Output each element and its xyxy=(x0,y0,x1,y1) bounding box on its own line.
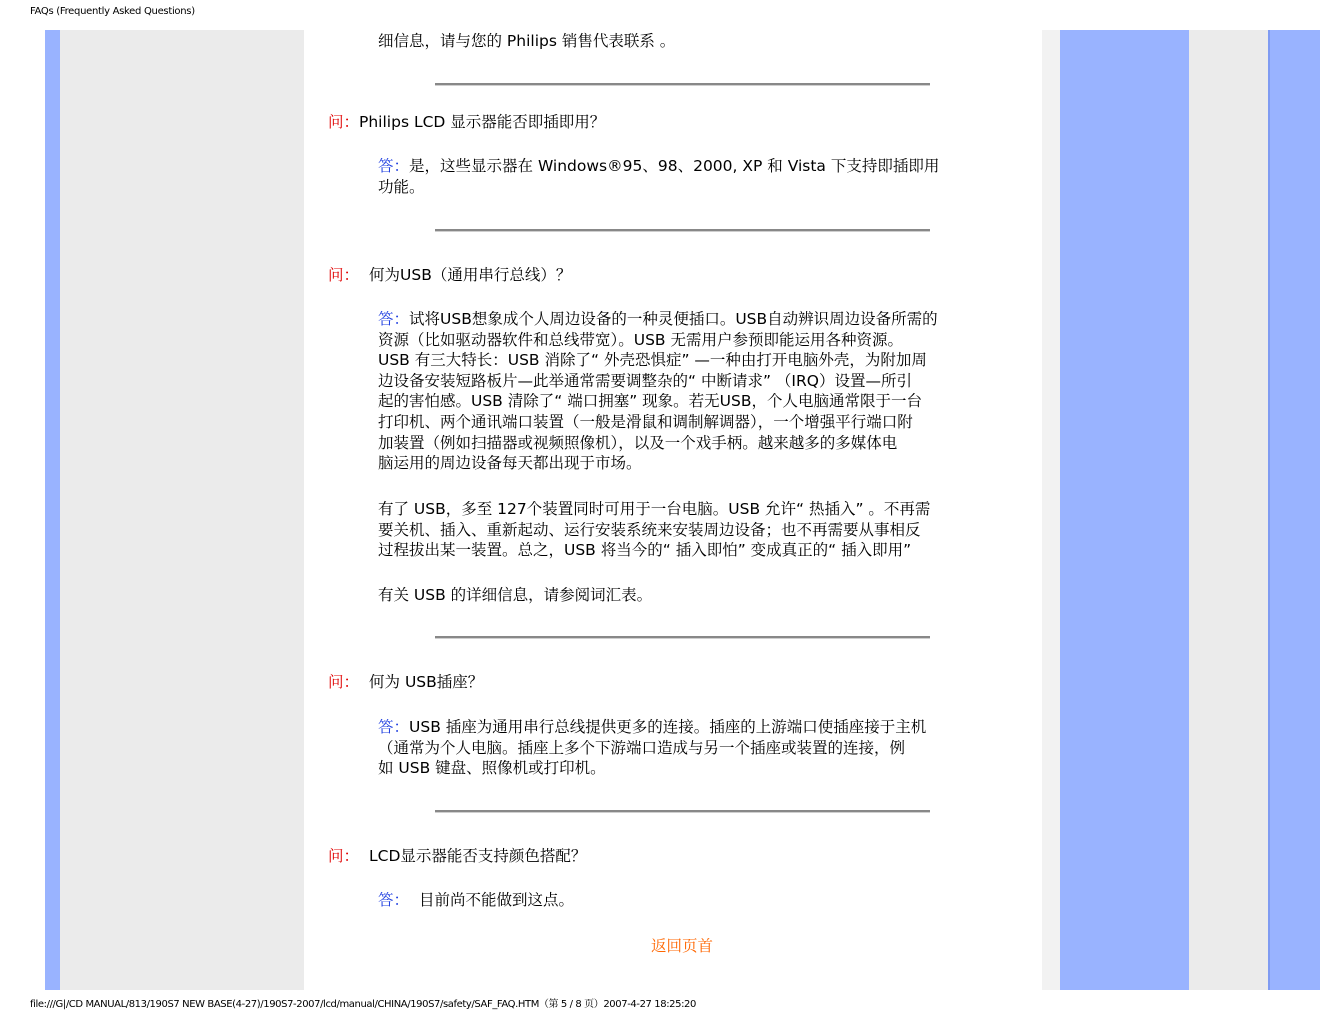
answer-line: 是，这些显示器在 Windows®95、98、2000, XP 和 Vista 下支持即插即用 xyxy=(409,157,940,175)
answer-label: 答： xyxy=(378,718,410,736)
question-text: Philips LCD 显示器能否即插即用？ xyxy=(359,113,606,131)
question-label: 问： xyxy=(328,673,360,691)
document-title: FAQs (Frequently Asked Questions) xyxy=(30,6,195,17)
question-text: 何为USB（通用串行总线）？ xyxy=(369,266,572,284)
divider xyxy=(435,810,930,813)
answer-line: 打印机、两个通讯端口装置（一般是滑鼠和调制解调器），一个增强平行端口附 xyxy=(378,412,913,431)
divider xyxy=(435,229,930,232)
answer-line: 过程拔出某一装置。总之，USB 将当今的“ 插入即怕” 变成真正的“ 插入即用” xyxy=(378,541,912,560)
answer-line: USB 插座为通用串行总线提供更多的连接。插座的上游端口使插座接于主机 xyxy=(409,718,927,736)
intro-text: 细信息，请与您的 Philips 销售代表联系 。 xyxy=(378,32,676,50)
answer-label: 答： xyxy=(378,157,410,175)
left-gray-panel xyxy=(60,30,304,990)
right-blue-bar xyxy=(1268,30,1320,990)
answer-line: USB 有三大特长：USB 消除了“ 外壳恐惧症” —一种由打开电脑外壳，为附加周 xyxy=(378,351,927,370)
right-gray-strip xyxy=(1042,30,1060,990)
right-blue-panel xyxy=(1060,30,1189,990)
answer-line: 目前尚不能做到这点。 xyxy=(419,891,575,909)
answer-line: 加装置（例如扫描器或视频照像机），以及一个戏手柄。越来越多的多媒体电 xyxy=(378,433,898,452)
answer-line: 要关机、插入、重新起动、运行安装系统来安装周边设备；也不再需要从事相反 xyxy=(378,520,921,539)
answer-line: 试将USB想象成个人周边设备的一种灵便插口。USB自动辨识周边设备所需的 xyxy=(409,310,938,328)
faq-answer-3 xyxy=(378,717,926,779)
answer-line: 边设备安装短路板片—此举通常需要调整杂的“ 中断请求” （IRQ）设置—所引 xyxy=(378,371,912,390)
question-text: LCD显示器能否支持颜色搭配？ xyxy=(369,847,587,865)
faq-question-1 xyxy=(328,112,605,133)
footer-file-path: file:///G|/CD MANUAL/813/190S7 NEW BASE(4-27)/190S7-2007/lcd/manual/CHINA/190S7/safety/SAF_FAQ.HTM（第 5 / 8 页）2007-4-27 18:25:20 xyxy=(30,999,696,1010)
answer-label: 答： xyxy=(378,891,410,909)
divider xyxy=(435,636,930,639)
question-label: 问： xyxy=(328,113,360,131)
answer-line: 起的害怕感。USB 清除了“ 端口拥塞” 现象。若无USB，个人电脑通常限于一台 xyxy=(378,392,922,411)
question-label: 问： xyxy=(328,847,360,865)
answer-line: 功能。 xyxy=(378,177,425,196)
right-blue-bar-edge xyxy=(1268,30,1270,990)
faq-answer-1 xyxy=(378,156,939,197)
answer-line: 如 USB 键盘、照像机或打印机。 xyxy=(378,759,606,778)
divider xyxy=(435,83,930,86)
faq-question-4 xyxy=(328,846,586,867)
faq-answer-2-para2 xyxy=(378,499,930,561)
faq-answer-4 xyxy=(378,890,574,911)
answer-line: 资源（比如驱动器软件和总线带宽）。USB 无需用户参预即能运用各种资源。 xyxy=(378,330,903,349)
question-text: 何为 USB插座？ xyxy=(369,673,484,691)
answer-label: 答： xyxy=(378,310,410,328)
answer-line: （通常为个人电脑。插座上多个下游端口造成与另一个插座或装置的连接，例 xyxy=(378,738,906,757)
faq-question-3 xyxy=(328,672,483,693)
faq-answer-2-para3: 有关 USB 的详细信息，请参阅词汇表。 xyxy=(378,586,653,604)
faq-answer-2 xyxy=(378,309,938,474)
left-blue-bar xyxy=(45,30,60,990)
answer-line: 脑运用的周边设备每天都出现于市场。 xyxy=(378,454,642,473)
question-label: 问： xyxy=(328,266,360,284)
faq-question-2 xyxy=(328,265,571,286)
back-to-top-link[interactable]: 返回页首 xyxy=(651,937,714,955)
answer-line: 有了 USB，多至 127个装置同时可用于一台电脑。USB 允许“ 热插入” 。不再需 xyxy=(378,500,931,518)
right-gray-panel xyxy=(1189,30,1268,990)
